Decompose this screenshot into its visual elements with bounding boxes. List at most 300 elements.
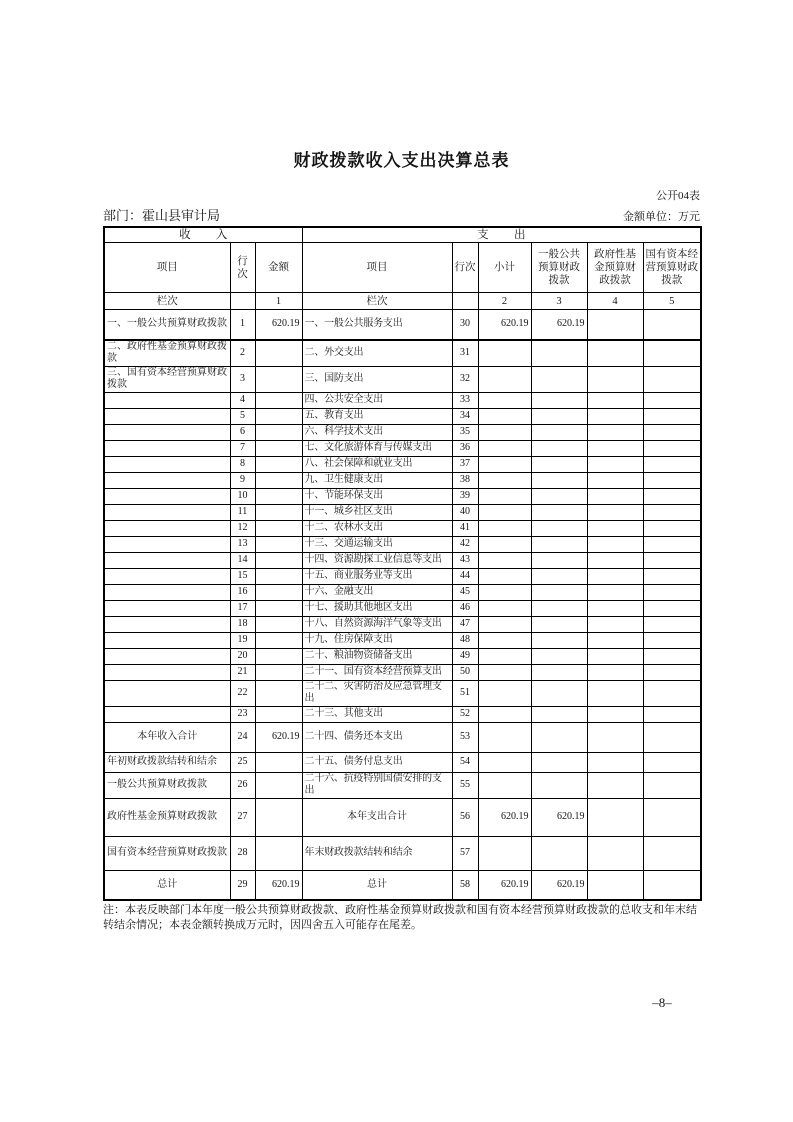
government-fund-budget-cell — [587, 552, 643, 568]
income-item-cell: 国有资本经营预算财政拨款 — [104, 836, 230, 870]
table-row — [104, 408, 701, 424]
income-item-cell: 本年收入合计 — [104, 722, 230, 752]
state-capital-budget-cell — [643, 680, 701, 706]
subtotal-cell — [478, 366, 531, 392]
expenditure-item-cell: 十七、援助其他地区支出 — [302, 600, 452, 616]
income-item-cell — [104, 408, 230, 424]
table-row — [104, 616, 701, 632]
blank-cell — [452, 293, 478, 310]
expenditure-item-cell: 二十二、灾害防治及应急管理支出 — [302, 680, 452, 706]
income-item-cell: 总计 — [104, 870, 230, 900]
government-fund-budget-cell — [587, 798, 643, 836]
general-public-budget-cell — [531, 616, 587, 632]
subtotal-cell — [478, 504, 531, 520]
general-public-budget-cell — [531, 488, 587, 504]
income-amount-cell: 620.19 — [255, 310, 302, 340]
general-public-budget-cell — [531, 408, 587, 424]
table-row — [104, 340, 701, 367]
income-item-cell — [104, 632, 230, 648]
general-public-budget-cell — [531, 472, 587, 488]
income-item-cell — [104, 472, 230, 488]
page-content — [103, 146, 700, 932]
income-rowno-cell: 2 — [230, 340, 255, 367]
state-capital-budget-cell — [643, 568, 701, 584]
table-row — [104, 648, 701, 664]
government-fund-budget-cell — [587, 520, 643, 536]
government-fund-budget-cell — [587, 424, 643, 440]
expenditure-item-cell: 本年支出合计 — [302, 798, 452, 836]
state-capital-budget-cell — [643, 552, 701, 568]
general-public-budget-cell — [531, 632, 587, 648]
income-item-cell — [104, 424, 230, 440]
page-title: 财政拨款收入支出决算总表 — [293, 151, 510, 170]
government-fund-budget-cell — [587, 836, 643, 870]
expenditure-rowno-cell: 43 — [452, 552, 478, 568]
table-row — [104, 568, 701, 584]
table-row — [104, 440, 701, 456]
general-public-budget-cell — [531, 680, 587, 706]
table-row — [104, 392, 701, 408]
expenditure-item-cell: 七、文化旅游体育与传媒支出 — [302, 440, 452, 456]
expenditure-rowno-cell: 55 — [452, 772, 478, 798]
income-rowno-cell: 17 — [230, 600, 255, 616]
expenditure-item-cell: 二十五、债务付息支出 — [302, 752, 452, 772]
income-item-cell — [104, 584, 230, 600]
government-fund-budget-cell — [587, 648, 643, 664]
state-capital-budget-cell — [643, 440, 701, 456]
government-fund-budget-cell — [587, 472, 643, 488]
subtotal-cell — [478, 472, 531, 488]
expenditure-item-cell: 十一、城乡社区支出 — [302, 504, 452, 520]
income-item-cell: 三、国有资本经营预算财政拨款 — [104, 366, 230, 392]
column-index-1: 1 — [255, 293, 302, 310]
subtotal-cell — [478, 836, 531, 870]
expenditure-rowno-cell: 47 — [452, 616, 478, 632]
table-row — [104, 456, 701, 472]
expenditure-item-cell: 十九、住房保障支出 — [302, 632, 452, 648]
income-amount-cell — [255, 472, 302, 488]
income-rowno-cell: 10 — [230, 488, 255, 504]
income-item-header: 项目 — [104, 243, 230, 293]
income-rowno-cell: 26 — [230, 772, 255, 798]
income-rowno-cell: 24 — [230, 722, 255, 752]
state-capital-budget-cell — [643, 520, 701, 536]
general-public-budget-cell — [531, 392, 587, 408]
income-item-cell — [104, 706, 230, 722]
general-public-budget-cell — [531, 536, 587, 552]
expenditure-rowno-cell: 49 — [452, 648, 478, 664]
income-rowno-cell: 15 — [230, 568, 255, 584]
subtotal-cell — [478, 424, 531, 440]
income-rowno-cell: 22 — [230, 680, 255, 706]
state-capital-budget-cell — [643, 600, 701, 616]
income-item-cell — [104, 552, 230, 568]
general-public-budget-cell — [531, 440, 587, 456]
table-row — [104, 310, 701, 340]
expenditure-rowno-cell: 46 — [452, 600, 478, 616]
state-capital-budget-cell — [643, 752, 701, 772]
table-row — [104, 836, 701, 870]
income-amount-cell — [255, 680, 302, 706]
government-fund-budget-cell — [587, 536, 643, 552]
state-capital-budget-header: 国有资本经营预算财政拨款 — [643, 243, 701, 293]
expenditure-item-cell: 二十、粮油物资储备支出 — [302, 648, 452, 664]
income-item-cell — [104, 616, 230, 632]
state-capital-budget-cell — [643, 472, 701, 488]
general-public-budget-cell — [531, 648, 587, 664]
expenditure-rowno-cell: 36 — [452, 440, 478, 456]
income-item-cell: 一般公共预算财政拨款 — [104, 772, 230, 798]
income-rowno-cell: 16 — [230, 584, 255, 600]
government-fund-budget-cell — [587, 456, 643, 472]
state-capital-budget-cell — [643, 836, 701, 870]
expenditure-item-cell: 十、节能环保支出 — [302, 488, 452, 504]
blank-cell — [230, 293, 255, 310]
expenditure-rowno-cell: 31 — [452, 340, 478, 367]
general-public-budget-cell — [531, 504, 587, 520]
state-capital-budget-cell — [643, 706, 701, 722]
subtotal-cell — [478, 392, 531, 408]
table-body — [104, 310, 701, 901]
income-rowno-cell: 6 — [230, 424, 255, 440]
subtotal-cell: 620.19 — [478, 870, 531, 900]
income-amount-cell — [255, 392, 302, 408]
table-row — [104, 706, 701, 722]
expenditure-rowno-cell: 44 — [452, 568, 478, 584]
state-capital-budget-cell — [643, 648, 701, 664]
expenditure-rowno-cell: 54 — [452, 752, 478, 772]
state-capital-budget-cell — [643, 488, 701, 504]
income-rowno-cell: 20 — [230, 648, 255, 664]
expenditure-lanci-label: 栏次 — [302, 293, 452, 310]
state-capital-budget-cell — [643, 340, 701, 367]
income-rowno-cell: 27 — [230, 798, 255, 836]
subtotal-cell — [478, 648, 531, 664]
government-fund-budget-cell — [587, 706, 643, 722]
page-number: –8– — [652, 995, 672, 1010]
note-text: 注：本表反映部门本年度一般公共预算财政拨款、政府性基金预算财政拨款和国有资本经营预算财政拨款的总收支和年末结转结余情况；本表金额转换成万元时，因四舍五入可能存在尾差。 — [103, 904, 697, 931]
column-index-4: 4 — [587, 293, 643, 310]
government-fund-budget-cell — [587, 722, 643, 752]
income-rowno-cell: 7 — [230, 440, 255, 456]
expenditure-rowno-cell: 42 — [452, 536, 478, 552]
expenditure-item-cell: 十三、交通运输支出 — [302, 536, 452, 552]
expenditure-item-cell: 一、一般公共服务支出 — [302, 310, 452, 340]
income-amount-cell — [255, 340, 302, 367]
general-public-budget-cell: 620.19 — [531, 870, 587, 900]
expenditure-item-cell: 九、卫生健康支出 — [302, 472, 452, 488]
subtotal-cell: 620.19 — [478, 310, 531, 340]
meta-line — [103, 204, 700, 224]
state-capital-budget-cell — [643, 870, 701, 900]
expenditure-item-cell: 二十三、其他支出 — [302, 706, 452, 722]
expenditure-rowno-cell: 41 — [452, 520, 478, 536]
income-item-cell — [104, 504, 230, 520]
income-rowno-cell: 28 — [230, 836, 255, 870]
subtotal-cell — [478, 632, 531, 648]
income-rowno-cell: 8 — [230, 456, 255, 472]
government-fund-budget-cell — [587, 310, 643, 340]
income-amount-cell — [255, 772, 302, 798]
income-amount-cell — [255, 600, 302, 616]
income-rowno-cell: 14 — [230, 552, 255, 568]
expenditure-rowno-cell: 39 — [452, 488, 478, 504]
subtotal-cell — [478, 664, 531, 680]
subtotal-cell — [478, 568, 531, 584]
expenditure-item-header: 项目 — [302, 243, 452, 293]
income-rowno-cell: 21 — [230, 664, 255, 680]
general-public-budget-cell — [531, 722, 587, 752]
general-public-budget-cell — [531, 568, 587, 584]
income-rowno-cell: 3 — [230, 366, 255, 392]
table-row — [104, 584, 701, 600]
column-index-2: 2 — [478, 293, 531, 310]
state-capital-budget-cell — [643, 366, 701, 392]
income-amount-cell — [255, 520, 302, 536]
column-header-row — [104, 243, 701, 293]
income-section-header: 收入 — [104, 227, 302, 243]
government-fund-budget-cell — [587, 752, 643, 772]
table-row — [104, 752, 701, 772]
government-fund-budget-cell — [587, 680, 643, 706]
expenditure-item-cell: 二十六、抗疫特别国债安排的支出 — [302, 772, 452, 798]
subtotal-cell — [478, 440, 531, 456]
table-code: 公开04表 — [656, 190, 700, 202]
expenditure-item-cell: 二十四、债务还本支出 — [302, 722, 452, 752]
government-fund-budget-cell — [587, 664, 643, 680]
state-capital-budget-cell — [643, 632, 701, 648]
expenditure-rowno-header: 行次 — [452, 243, 478, 293]
general-public-budget-cell — [531, 706, 587, 722]
government-fund-budget-cell — [587, 440, 643, 456]
expenditure-rowno-cell: 32 — [452, 366, 478, 392]
income-rowno-cell: 12 — [230, 520, 255, 536]
government-fund-budget-header: 政府性基金预算财政拨款 — [587, 243, 643, 293]
table-row — [104, 504, 701, 520]
income-amount-cell — [255, 664, 302, 680]
expenditure-section-header: 支出 — [302, 227, 701, 243]
government-fund-budget-cell — [587, 392, 643, 408]
income-amount-cell — [255, 706, 302, 722]
expenditure-item-cell: 十六、金融支出 — [302, 584, 452, 600]
table-row — [104, 424, 701, 440]
government-fund-budget-cell — [587, 504, 643, 520]
general-public-budget-cell — [531, 456, 587, 472]
expenditure-rowno-cell: 57 — [452, 836, 478, 870]
table-row — [104, 664, 701, 680]
expenditure-item-cell: 八、社会保障和就业支出 — [302, 456, 452, 472]
income-item-cell: 二、政府性基金预算财政拨款 — [104, 340, 230, 367]
government-fund-budget-cell — [587, 584, 643, 600]
expenditure-rowno-cell: 34 — [452, 408, 478, 424]
expenditure-item-cell: 总计 — [302, 870, 452, 900]
income-amount-cell — [255, 552, 302, 568]
income-amount-cell — [255, 648, 302, 664]
column-index-3: 3 — [531, 293, 587, 310]
income-amount-cell — [255, 632, 302, 648]
income-item-cell — [104, 664, 230, 680]
income-amount-cell — [255, 616, 302, 632]
subtotal-cell — [478, 680, 531, 706]
general-public-budget-cell — [531, 366, 587, 392]
expenditure-item-cell: 十二、农林水支出 — [302, 520, 452, 536]
state-capital-budget-cell — [643, 798, 701, 836]
income-rowno-cell: 25 — [230, 752, 255, 772]
government-fund-budget-cell — [587, 632, 643, 648]
table-row — [104, 798, 701, 836]
general-public-budget-cell — [531, 552, 587, 568]
general-public-budget-cell — [531, 424, 587, 440]
expenditure-item-cell: 十四、资源勘探工业信息等支出 — [302, 552, 452, 568]
income-amount-cell — [255, 836, 302, 870]
general-public-budget-cell: 620.19 — [531, 798, 587, 836]
general-public-budget-cell — [531, 600, 587, 616]
table-row — [104, 870, 701, 900]
income-amount-cell — [255, 456, 302, 472]
income-rowno-cell: 18 — [230, 616, 255, 632]
unit-label: 金额单位：万元 — [623, 211, 700, 223]
income-rowno-cell: 13 — [230, 536, 255, 552]
section-header-row — [104, 227, 701, 243]
expenditure-rowno-cell: 53 — [452, 722, 478, 752]
income-lanci-label: 栏次 — [104, 293, 230, 310]
table-row — [104, 488, 701, 504]
income-rowno-cell: 1 — [230, 310, 255, 340]
general-public-budget-cell — [531, 584, 587, 600]
subtotal-cell — [478, 536, 531, 552]
expenditure-rowno-cell: 30 — [452, 310, 478, 340]
income-item-cell: 年初财政拨款结转和结余 — [104, 752, 230, 772]
income-item-cell — [104, 488, 230, 504]
expenditure-rowno-cell: 48 — [452, 632, 478, 648]
table-row — [104, 536, 701, 552]
general-public-budget-cell — [531, 664, 587, 680]
table-row — [104, 472, 701, 488]
government-fund-budget-cell — [587, 366, 643, 392]
table-row — [104, 632, 701, 648]
table-row — [104, 366, 701, 392]
expenditure-item-cell: 六、科学技术支出 — [302, 424, 452, 440]
state-capital-budget-cell — [643, 584, 701, 600]
income-item-cell — [104, 392, 230, 408]
subtotal-cell — [478, 340, 531, 367]
income-amount-cell — [255, 504, 302, 520]
state-capital-budget-cell — [643, 456, 701, 472]
government-fund-budget-cell — [587, 340, 643, 367]
expenditure-rowno-cell: 35 — [452, 424, 478, 440]
income-rowno-cell: 4 — [230, 392, 255, 408]
general-public-budget-cell: 620.19 — [531, 310, 587, 340]
table-row — [104, 722, 701, 752]
expenditure-rowno-cell: 45 — [452, 584, 478, 600]
income-item-cell — [104, 440, 230, 456]
expenditure-item-cell: 年末财政拨款结转和结余 — [302, 836, 452, 870]
general-public-budget-header: 一般公共预算财政拨款 — [531, 243, 587, 293]
income-rowno-cell: 5 — [230, 408, 255, 424]
expenditure-rowno-cell: 56 — [452, 798, 478, 836]
income-amount-cell — [255, 568, 302, 584]
general-public-budget-cell — [531, 752, 587, 772]
income-rowno-cell: 29 — [230, 870, 255, 900]
state-capital-budget-cell — [643, 722, 701, 752]
table-row — [104, 600, 701, 616]
income-amount-cell — [255, 366, 302, 392]
subtotal-cell — [478, 520, 531, 536]
income-amount-cell — [255, 584, 302, 600]
income-item-cell — [104, 648, 230, 664]
department-label: 部门：霍山县审计局 — [103, 208, 221, 223]
income-amount-cell — [255, 798, 302, 836]
expenditure-rowno-cell: 50 — [452, 664, 478, 680]
subtotal-cell — [478, 488, 531, 504]
government-fund-budget-cell — [587, 772, 643, 798]
government-fund-budget-cell — [587, 408, 643, 424]
state-capital-budget-cell — [643, 536, 701, 552]
income-item-cell — [104, 568, 230, 584]
expenditure-item-cell: 五、教育支出 — [302, 408, 452, 424]
subtotal-cell — [478, 408, 531, 424]
state-capital-budget-cell — [643, 424, 701, 440]
general-public-budget-cell — [531, 520, 587, 536]
state-capital-budget-cell — [643, 392, 701, 408]
government-fund-budget-cell — [587, 568, 643, 584]
income-rowno-cell: 11 — [230, 504, 255, 520]
income-item-cell — [104, 680, 230, 706]
expenditure-item-cell: 二十一、国有资本经营预算支出 — [302, 664, 452, 680]
expenditure-rowno-cell: 58 — [452, 870, 478, 900]
expenditure-item-cell: 三、国防支出 — [302, 366, 452, 392]
subtotal-cell — [478, 722, 531, 752]
income-rowno-header: 行次 — [230, 243, 255, 293]
income-item-cell — [104, 520, 230, 536]
subtotal-cell — [478, 584, 531, 600]
summary-table — [103, 226, 702, 901]
subtotal-cell — [478, 772, 531, 798]
income-item-cell: 一、一般公共预算财政拨款 — [104, 310, 230, 340]
expenditure-item-cell: 二、外交支出 — [302, 340, 452, 367]
column-index-5: 5 — [643, 293, 701, 310]
expenditure-item-cell: 十五、商业服务业等支出 — [302, 568, 452, 584]
subtotal-header: 小计 — [478, 243, 531, 293]
income-amount-cell — [255, 488, 302, 504]
state-capital-budget-cell — [643, 664, 701, 680]
table-row — [104, 680, 701, 706]
income-rowno-cell: 19 — [230, 632, 255, 648]
expenditure-item-cell: 四、公共安全支出 — [302, 392, 452, 408]
income-amount-cell — [255, 408, 302, 424]
subtotal-cell — [478, 752, 531, 772]
expenditure-item-cell: 十八、自然资源海洋气象等支出 — [302, 616, 452, 632]
income-item-cell — [104, 600, 230, 616]
table-row — [104, 520, 701, 536]
expenditure-rowno-cell: 37 — [452, 456, 478, 472]
table-row — [104, 772, 701, 798]
expenditure-rowno-cell: 38 — [452, 472, 478, 488]
general-public-budget-cell — [531, 340, 587, 367]
general-public-budget-cell — [531, 772, 587, 798]
general-public-budget-cell — [531, 836, 587, 870]
state-capital-budget-cell — [643, 310, 701, 340]
government-fund-budget-cell — [587, 600, 643, 616]
income-amount-cell: 620.19 — [255, 722, 302, 752]
table-row — [104, 552, 701, 568]
expenditure-rowno-cell: 40 — [452, 504, 478, 520]
income-amount-cell — [255, 440, 302, 456]
income-amount-cell: 620.19 — [255, 870, 302, 900]
column-index-row — [104, 293, 701, 310]
subtotal-cell: 620.19 — [478, 798, 531, 836]
subtotal-cell — [478, 600, 531, 616]
